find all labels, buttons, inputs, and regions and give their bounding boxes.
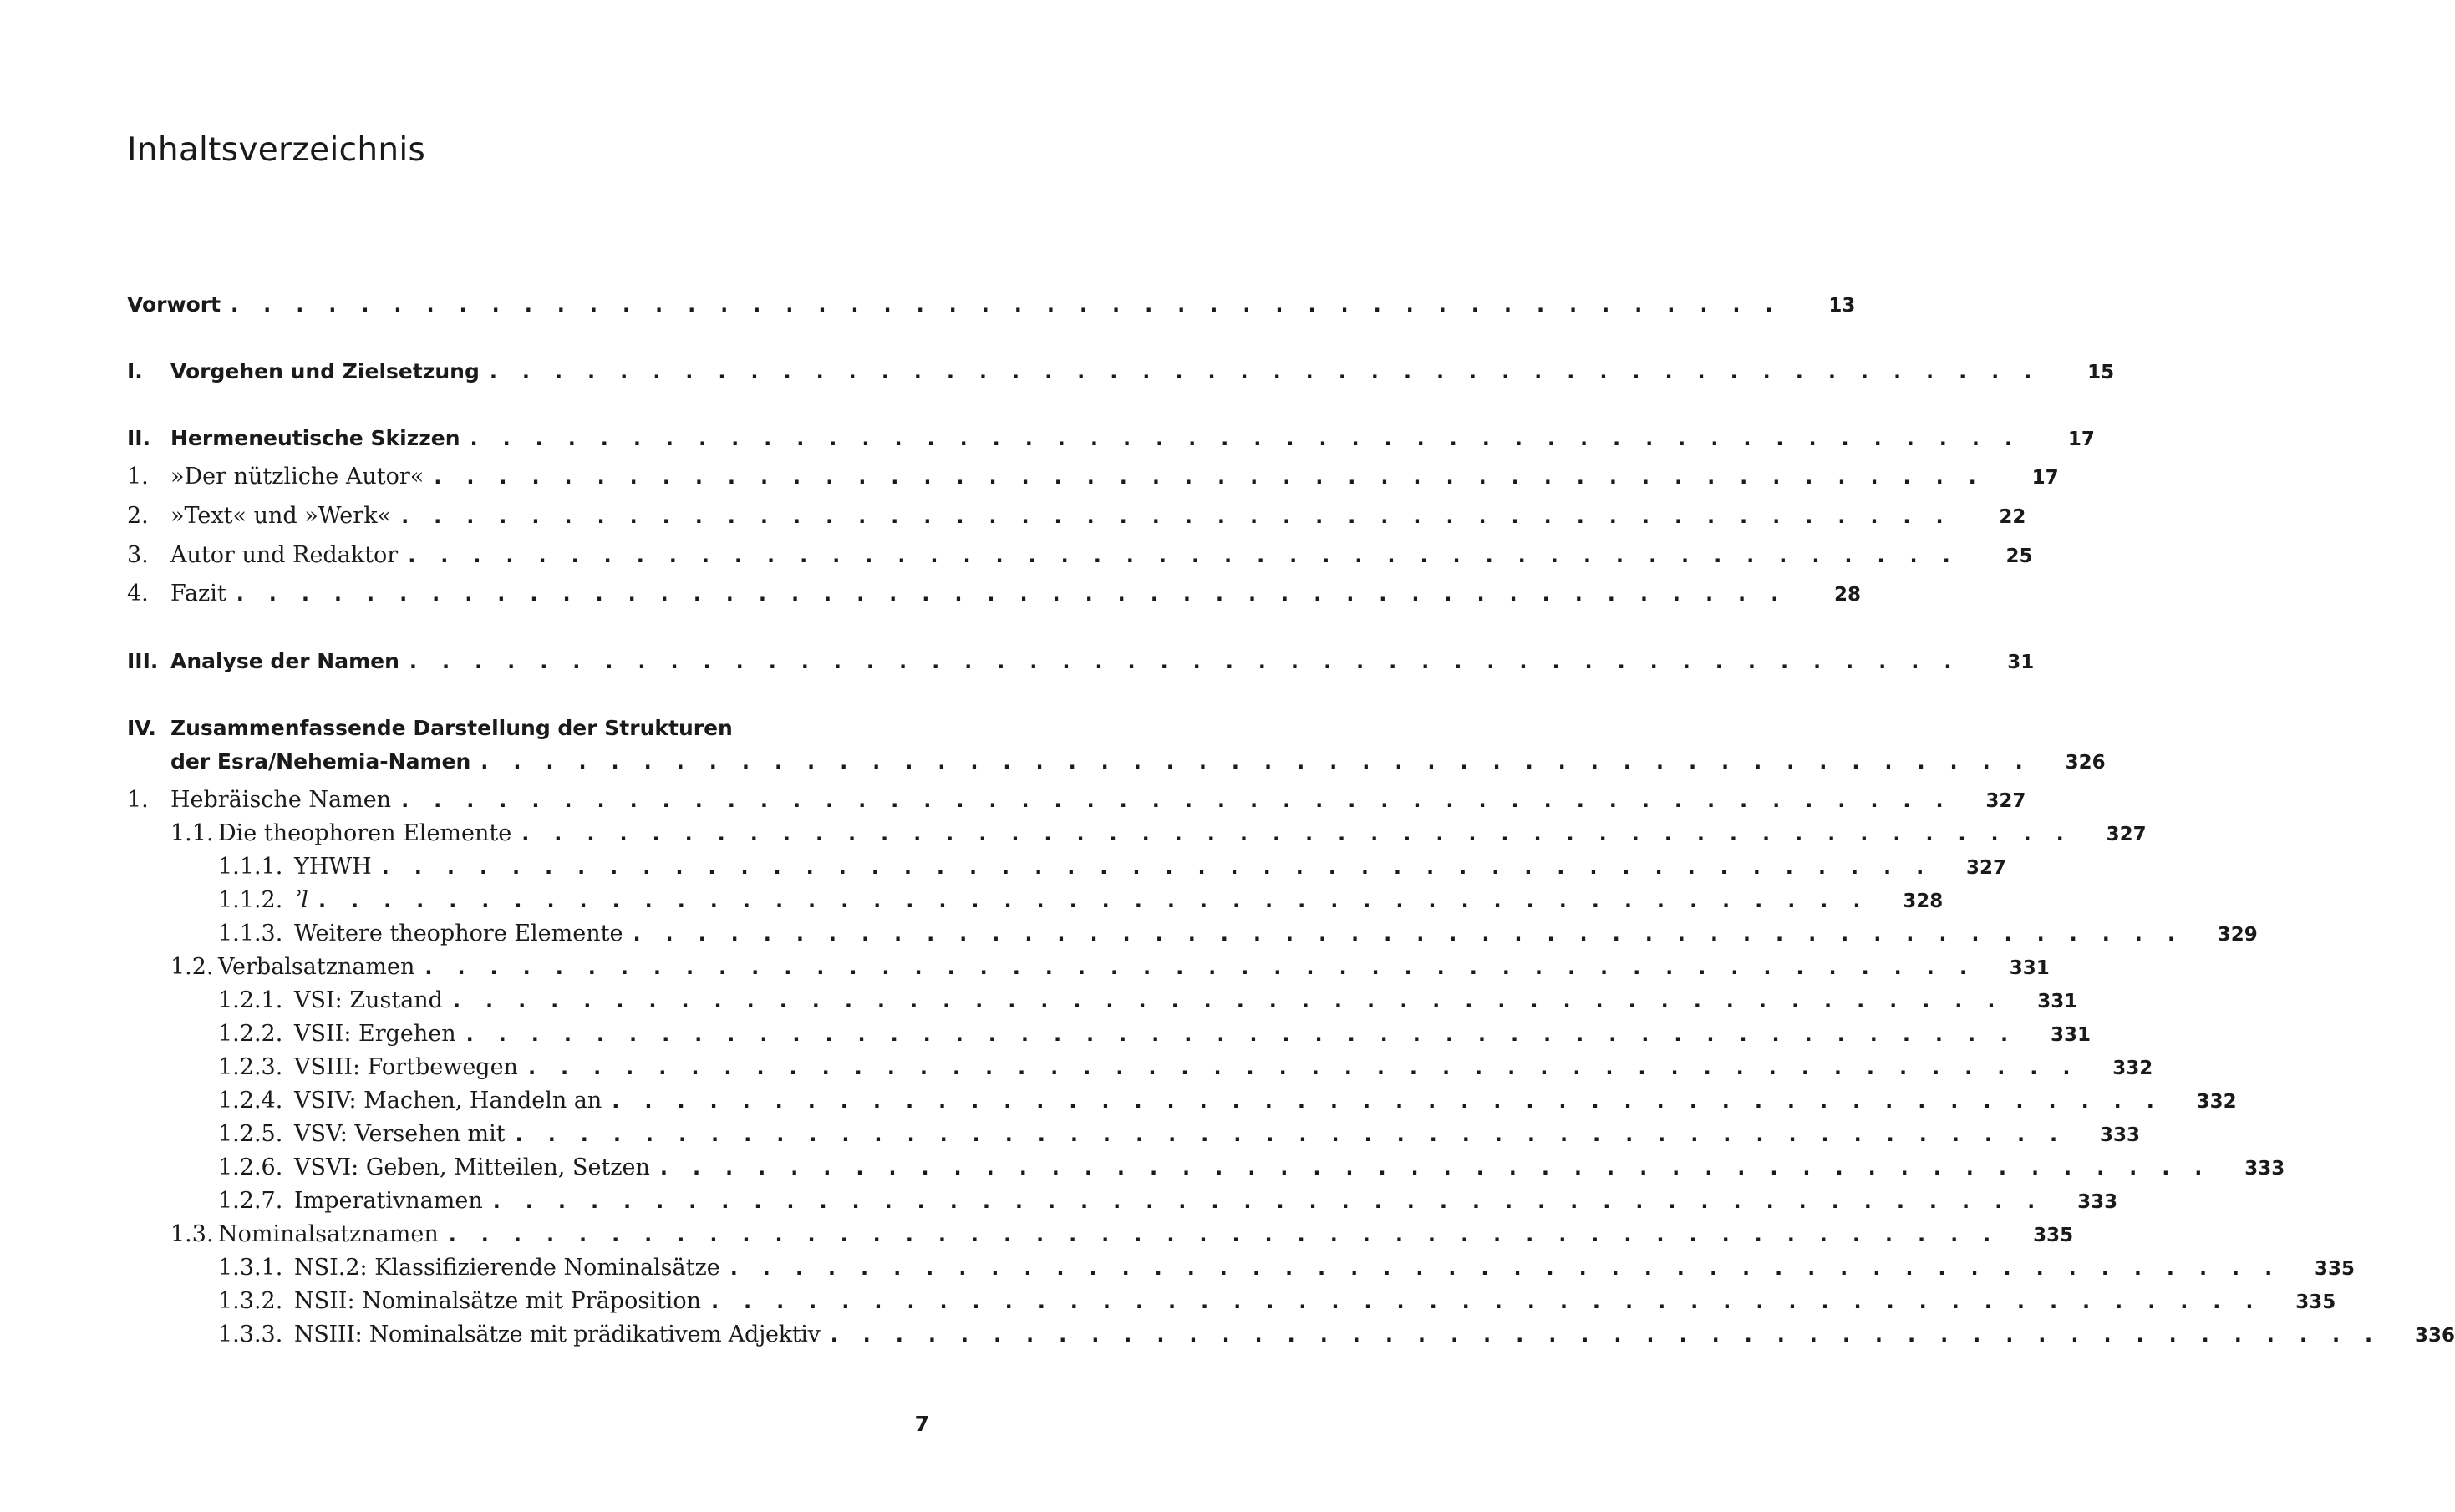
dot-leader: . . . . . . . . . . . . . . . . . . . . . . . . . . . . . . . . . . . . . . . . . . . . . . . . [470,427,2021,450]
toc-entry-page: 333 [2099,1124,2140,1146]
dot-leader: . . . . . . . . . . . . . . . . . . . . . . . . . . . . . . . . . . . . . . . . . . . . . . . . [480,750,2032,774]
dot-leader: . . . . . . . . . . . . . . . . . . . . . . . . . . . . . . . . . . . . . . . . . . . . . . . . [381,855,1934,879]
toc-entry-page: 17 [2031,467,2059,489]
toc-entry-page: 335 [2033,1225,2074,1246]
toc-entry-title: Imperativnamen [294,1188,483,1214]
toc-entry-title: YHWH [294,854,372,880]
toc-entry-section-4-1-3[interactable] [127,1221,2074,1247]
toc-entry-title: Nominalsatznamen [218,1221,439,1247]
toc-entry-chapter-2[interactable] [127,426,2095,450]
toc-entry-section-4-1-2-4[interactable] [127,1088,2237,1114]
toc-entry-page: 333 [2244,1158,2285,1180]
toc-entry-page: 22 [1999,506,2026,528]
toc-entry-title: Analyse der Namen [170,649,399,673]
toc-entry-number: 1.3.2. [218,1288,283,1314]
dot-leader: . . . . . . . . . . . . . . . . . . . . . . . . . . . . . . . . . . . . . . . . . . . . . . . . [401,789,1953,812]
toc-entry-section-4-1-2-6[interactable] [127,1154,2285,1180]
dot-leader: . . . . . . . . . . . . . . . . . . . . . . . . . . . . . . . . . . . . . . . . . . . . . . . . [448,1223,2000,1246]
toc-entry-title: VSIV: Machen, Handeln an [294,1088,602,1114]
toc-entry-chapter-4-continued[interactable] [127,749,2106,774]
toc-entry-number: I. [127,359,143,383]
toc-entry-vorwort[interactable] [127,292,1856,317]
toc-entry-title: VSI: Zustand [294,987,443,1013]
toc-entry-section-4-1-3-3[interactable] [127,1322,2455,1347]
toc-entry-number: 2. [127,503,149,529]
toc-entry-page: 327 [1966,857,2007,879]
toc-entry-section-4-1[interactable] [127,787,2026,813]
toc-entry-title: Autor und Redaktor [170,542,399,568]
toc-entry-title: »Der nützliche Autor« [170,464,424,490]
toc-entry-chapter-1[interactable] [127,359,2115,383]
toc-entry-page: 13 [1828,295,1856,317]
dot-leader: . . . . . . . . . . . . . . . . . . . . . . . . . . . . . . . . . . . . . . . . . . . . . . . . [489,360,2041,383]
toc-entry-page: 31 [2007,652,2035,673]
toc-entry-number: 1. [127,464,149,490]
dot-leader: . . . . . . . . . . . . . . . . . . . . . . . . . . . . . . . . . . . . . . . . . . . . . . . . [492,1190,2045,1213]
toc-entry-section-4-1-2-3[interactable] [127,1054,2153,1080]
toc-entry-number: 1.2.6. [218,1154,283,1180]
toc-entry-page: 327 [1985,790,2026,812]
toc-entry-number: III. [127,649,159,673]
toc-entry-number: 4. [127,581,149,606]
toc-entry-number: 1.2.5. [218,1121,283,1147]
dot-leader: . . . . . . . . . . . . . . . . . . . . . . . . . . . . . . . . . . . . . . . . . . . . . . . . [409,650,1961,673]
toc-entry-section-4-1-2-7[interactable] [127,1188,2118,1214]
toc-entry-number: 1.1.1. [218,854,283,880]
dot-leader: . . . . . . . . . . . . . . . . . . . . . . . . . . . . . . . . . . . . . . . . . . . . . . . . [231,293,1782,317]
toc-entry-page: 15 [2087,362,2115,383]
toc-entry-section-4-1-2-5[interactable] [127,1121,2140,1147]
toc-entry-section-2-1[interactable] [127,464,2059,490]
dot-leader: . . . . . . . . . . . . . . . . . . . . . . . . . . . . . . . . . . . . . . . . . . . . . . . . [434,465,1985,489]
toc-entry-title: VSIII: Fortbewegen [294,1054,518,1080]
toc-entry-section-4-1-2-2[interactable] [127,1021,2091,1047]
toc-entry-section-4-1-2-1[interactable] [127,987,2078,1013]
toc-entry-page: 331 [2009,957,2050,979]
toc-entry-number: 1. [127,787,149,813]
page-number: 7 [914,1412,929,1436]
toc-entry-title: Zusammenfassende Darstellung der Strukturen [170,716,733,740]
dot-leader: . . . . . . . . . . . . . . . . . . . . . . . . . . . . . . . . . . . . . . . . . . . . . . . . [424,956,1976,979]
dot-leader: . . . . . . . . . . . . . . . . . . . . . . . . . . . . . . . . . . . . . . . . . . . . . . . . [465,1022,2017,1046]
dot-leader: . . . . . . . . . . . . . . . . . . . . . . . . . . . . . . . . . . . . . . . . . . . . . . . . [408,544,1959,567]
toc-entry-title: NSI.2: Klassifizierende Nominalsätze [294,1255,720,1281]
toc-entry-number: 1.2.1. [218,987,283,1013]
dot-leader: . . . . . . . . . . . . . . . . . . . . . . . . . . . . . . . . . . . . . . . . . . . . . . . . [633,922,2184,946]
toc-entry-title: Verbalsatznamen [218,954,415,980]
toc-entry-page: 28 [1834,584,1862,606]
toc-entry-number: 3. [127,542,149,568]
toc-entry-title: VSVI: Geben, Mitteilen, Setzen [294,1154,650,1180]
toc-entry-chapter-3[interactable] [127,649,2035,673]
toc-entry-title: NSIII: Nominalsätze mit prädikativem Adjektiv [294,1322,821,1347]
toc-entry-number: II. [127,426,151,450]
toc-entry-title: Die theophoren Elemente [218,820,512,846]
toc-entry-section-4-1-1-2[interactable] [127,887,1944,913]
toc-entry-number: 1.2.2. [218,1021,283,1047]
toc-entry-page: 327 [2106,824,2147,845]
toc-entry-page: 332 [2112,1058,2153,1079]
toc-entry-page: 335 [2315,1258,2356,1280]
dot-leader: . . . . . . . . . . . . . . . . . . . . . . . . . . . . . . . . . . . . . . . . . . . . . . . . [527,1056,2080,1079]
dot-leader: . . . . . . . . . . . . . . . . . . . . . . . . . . . . . . . . . . . . . . . . . . . . . . . . [236,582,1788,606]
toc-entry-section-4-1-1-1[interactable] [127,854,2007,880]
toc-entry-page: 328 [1903,890,1944,912]
toc-entry-title: Vorgehen und Zielsetzung [170,359,480,383]
dot-leader: . . . . . . . . . . . . . . . . . . . . . . . . . . . . . . . . . . . . . . . . . . . . . . . . [710,1290,2263,1313]
toc-entry-page: 326 [2065,752,2106,774]
toc-entry-number: 1.2.3. [218,1054,283,1080]
toc-entry-title: VSII: Ergehen [294,1021,456,1047]
toc-entry-page: 331 [2050,1024,2091,1046]
toc-entry-chapter-4[interactable] [127,716,929,740]
page-title: Inhaltsverzeichnis [127,131,426,169]
dot-leader: . . . . . . . . . . . . . . . . . . . . . . . . . . . . . . . . . . . . . . . . . . . . . . . . [401,505,1953,528]
toc-entry-page: 332 [2196,1091,2237,1113]
toc-entry-number: 1.3.3. [218,1322,283,1347]
dot-leader: . . . . . . . . . . . . . . . . . . . . . . . . . . . . . . . . . . . . . . . . . . . . . . . . [612,1089,2163,1113]
toc-entry-number: 1.1. [170,820,214,846]
dot-leader: . . . . . . . . . . . . . . . . . . . . . . . . . . . . . . . . . . . . . . . . . . . . . . . . [521,822,2073,845]
toc-entry-page: 336 [2414,1325,2455,1347]
dot-leader: . . . . . . . . . . . . . . . . . . . . . . . . . . . . . . . . . . . . . . . . . . . . . . . . [515,1123,2066,1146]
toc-entry-title: Fazit [170,581,226,606]
toc-entry-section-2-2[interactable] [127,503,2026,529]
toc-entry-section-4-1-3-1[interactable] [127,1255,2356,1281]
toc-entry-page: 335 [2295,1291,2336,1313]
toc-entry-title: Vorwort [127,292,221,317]
toc-entry-number: 1.2.4. [218,1088,283,1114]
toc-entry-section-2-3[interactable] [127,542,2033,568]
toc-entry-title: NSII: Nominalsätze mit Präposition [294,1288,701,1314]
dot-leader: . . . . . . . . . . . . . . . . . . . . . . . . . . . . . . . . . . . . . . . . . . . . . . . . [729,1256,2282,1280]
toc-entry-number: IV. [127,716,156,740]
toc-entry-section-4-1-2[interactable] [127,954,2050,980]
toc-entry-section-4-1-1[interactable] [127,820,2147,846]
dot-leader: . . . . . . . . . . . . . . . . . . . . . . . . . . . . . . . . . . . . . . . . . . . . . . . . [452,989,2005,1012]
toc-entry-page: 331 [2037,991,2078,1012]
toc-entry-section-2-4[interactable] [127,581,1862,606]
toc-entry-number: 1.2. [170,954,214,980]
dot-leader: . . . . . . . . . . . . . . . . . . . . . . . . . . . . . . . . . . . . . . . . . . . . . . . . [318,889,1870,912]
toc-entry-number: 1.1.3. [218,921,283,946]
toc-entry-title: Weitere theophore Elemente [294,921,623,946]
dot-leader: . . . . . . . . . . . . . . . . . . . . . . . . . . . . . . . . . . . . . . . . . . . . . . . . [830,1323,2381,1347]
toc-entry-number: 1.1.2. [218,887,283,913]
toc-entry-page: 25 [2005,545,2033,567]
toc-entry-section-4-1-1-3[interactable] [127,921,2258,946]
toc-entry-title: ʾl [294,887,308,913]
toc-entry-title: Hebräische Namen [170,787,392,813]
toc-entry-title-continued: der Esra/Nehemia-Namen [170,749,471,774]
toc-entry-number: 1.2.7. [218,1188,283,1214]
toc-entry-page: 17 [2067,429,2095,450]
toc-entry-page: 333 [2077,1191,2118,1213]
toc-entry-title: Hermeneutische Skizzen [170,426,460,450]
toc-entry-page: 329 [2217,924,2258,946]
toc-entry-section-4-1-3-2[interactable] [127,1288,2336,1314]
toc-entry-title: »Text« und »Werk« [170,503,392,529]
toc-entry-title: VSV: Versehen mit [294,1121,506,1147]
dot-leader: . . . . . . . . . . . . . . . . . . . . . . . . . . . . . . . . . . . . . . . . . . . . . . . . [659,1156,2212,1180]
toc-entry-number: 1.3.1. [218,1255,283,1281]
toc-entry-number: 1.3. [170,1221,214,1247]
